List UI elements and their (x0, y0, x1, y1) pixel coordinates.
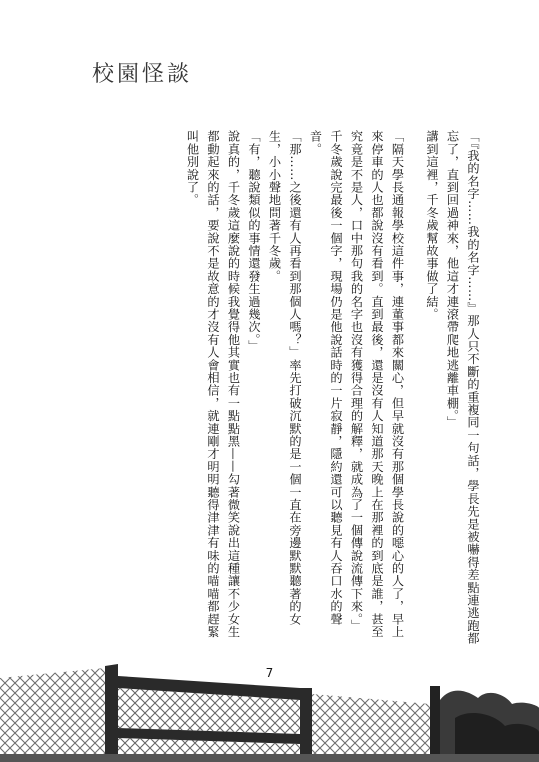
paragraph: 千冬歲說完最後一個字，現場仍是他說話時的一片寂靜，隱約還可以聽見有人吞口水的聲音。 (308, 130, 343, 626)
page-title: 校園怪談 (92, 62, 193, 87)
paragraph: 說真的，千冬歲這麼說的時候我覺得他其實也有一點點黑——勾著微笑說出這種讓不少女生都動起來的話，要說不是故意的才沒有人會相信，就連剛才明明聽得津津有味的喵喵都趕緊叫他別說了。 (185, 130, 241, 638)
fence-illustration (0, 648, 539, 762)
paragraph: 「那……之後還有人再看到那個人嗎？」率先打破沉默的是一個一直在旁邊默默聽著的女生，小小聲地問著千冬歲。 (267, 130, 302, 626)
paragraph: 「有，聽說類似的事情還發生過幾次。」 (247, 130, 261, 353)
paragraph: 講到這裡，千冬歲幫故事做了結。 (425, 130, 439, 321)
paragraph: 「『我的名字……我的名字……』那人只不斷的重複同一句話，學長先是被嚇得差點連逃跑都忘了，直到回過神來，他這才連滾帶爬地逃離車棚。」 (445, 130, 480, 645)
paragraph: 「隔天學長通報學校這件事，連董事都來關心，但早就沒有那個學長說的噁心的人了，早上來停車的人也都說沒有看到。直到最後，還是沒有人知道那天晚上在那裡的到底是誰，甚至究竟是不是人，口中那句我的名字也沒有獲得合理的解釋，就成為了一個傳說流傳下來。」 (349, 130, 405, 638)
page-number: 7 (265, 666, 274, 680)
story-text (182, 130, 483, 650)
